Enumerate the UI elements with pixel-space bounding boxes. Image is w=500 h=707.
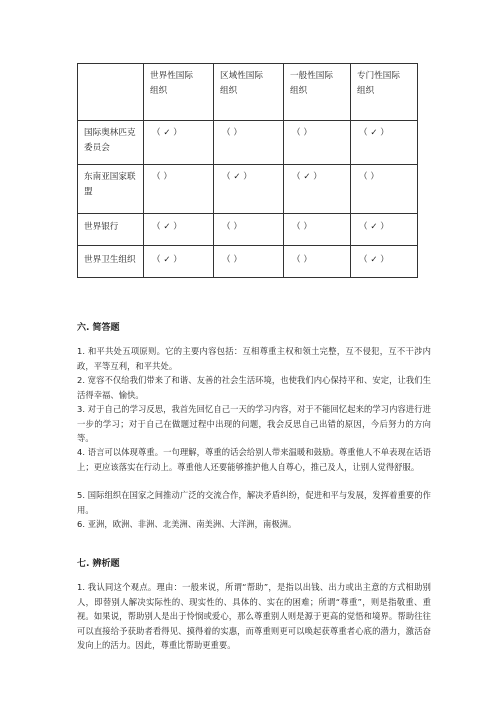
answer-mark: （ ） xyxy=(284,121,351,165)
answer-paragraph: 2. 宽容不仅给我们带来了和谐、友善的社会生活环境，也使我们内心保持平和、安定，让我们生活得幸福、愉快。 xyxy=(77,375,431,400)
answer-mark: （ ✓ ） xyxy=(144,246,214,278)
table-header-cell: 一般性国际 组织 xyxy=(284,64,351,121)
answer-paragraph: 3. 对于自己的学习反思，我首先回忆自己一天的学习内容，对于不能回忆起来的学习内容进行进一步的学习；对于自己在做题过程中出现的问题，我会反思自己出错的原因，今后努力的方向等。 xyxy=(77,404,431,443)
section-title-analysis: 七. 辨析题 xyxy=(77,559,120,569)
answer-paragraph: 4. 语言可以体现尊重。一句理解，尊重的话会给别人带来温暖和鼓励。尊重他人不单表现在话语上；更应该落实在行动上。尊重他人还要能够推护他人自尊心，推己及人，让别人觉得舒服。 xyxy=(77,447,431,472)
answer-paragraph: 1. 我认同这个观点。理由：一般来说，所谓“帮助”，是指以出钱、出力或出主意的方式相助别人，即替别人解决实际性的、现实性的、具体的、实在的困难；所谓“尊重”，则是指敬重、重视。如果说，帮助别人是出于怜悯或爱心，那么尊重别人则是源于更高的觉悟和境界。帮助往往可以直接给予获助者看得见、摸得着的实惠，而尊重则更可以唤起获尊重者心底的潜力，激活奋发向上的活力。因此，尊重比帮助更重要。 xyxy=(77,582,431,650)
table-header-cell: 区域性国际 组织 xyxy=(214,64,284,121)
answer-mark: （ ） xyxy=(284,214,351,246)
answer-mark: （ ） xyxy=(214,214,284,246)
table-row xyxy=(78,246,418,278)
table-row xyxy=(78,121,418,165)
section-title-short-answer: 六. 简答题 xyxy=(77,323,120,333)
answer-mark: （ ） xyxy=(214,246,284,278)
answer-mark: （ ✓ ） xyxy=(351,214,418,246)
answer-mark: （ ✓ ） xyxy=(351,246,418,278)
answer-mark: （ ✓ ） xyxy=(144,121,214,165)
table-row xyxy=(78,165,418,214)
organization-name: 东南亚国家联 盟 xyxy=(78,165,144,214)
answer-paragraph: 5. 国际组织在国家之间推动广泛的交流合作，解决矛盾纠纷，促进和平与发展，发挥着重要的作用。 xyxy=(77,490,431,515)
answer-paragraph: 1. 和平共处五项原则。它的主要内容包括：互相尊重主权和领土完整，互不侵犯，互不干涉内政，平等互利，和平共处。 xyxy=(77,346,431,371)
organization-name: 世界卫生组织 xyxy=(78,246,144,278)
organization-name: 国际奥林匹克 委员会 xyxy=(78,121,144,165)
table-row xyxy=(78,214,418,246)
answer-mark: （ ） xyxy=(284,246,351,278)
answer-mark: （ ） xyxy=(351,165,418,214)
answer-mark: （ ✓ ） xyxy=(351,121,418,165)
organization-name: 世界银行 xyxy=(78,214,144,246)
classification-table xyxy=(77,63,418,278)
answer-mark: （ ） xyxy=(214,121,284,165)
table-header-cell xyxy=(78,64,144,121)
table-header-row xyxy=(78,64,418,121)
answer-mark: （ ） xyxy=(144,165,214,214)
table-header-cell: 世界性国际 组织 xyxy=(144,64,214,121)
table-header-cell: 专门性国际 组织 xyxy=(351,64,418,121)
answer-mark: （ ✓ ） xyxy=(284,165,351,214)
answer-paragraph: 6. 亚洲，欧洲、非洲、北美洲、南美洲、大洋洲，南极洲。 xyxy=(77,519,297,529)
answer-mark: （ ✓ ） xyxy=(144,214,214,246)
answer-mark: （ ✓ ） xyxy=(214,165,284,214)
